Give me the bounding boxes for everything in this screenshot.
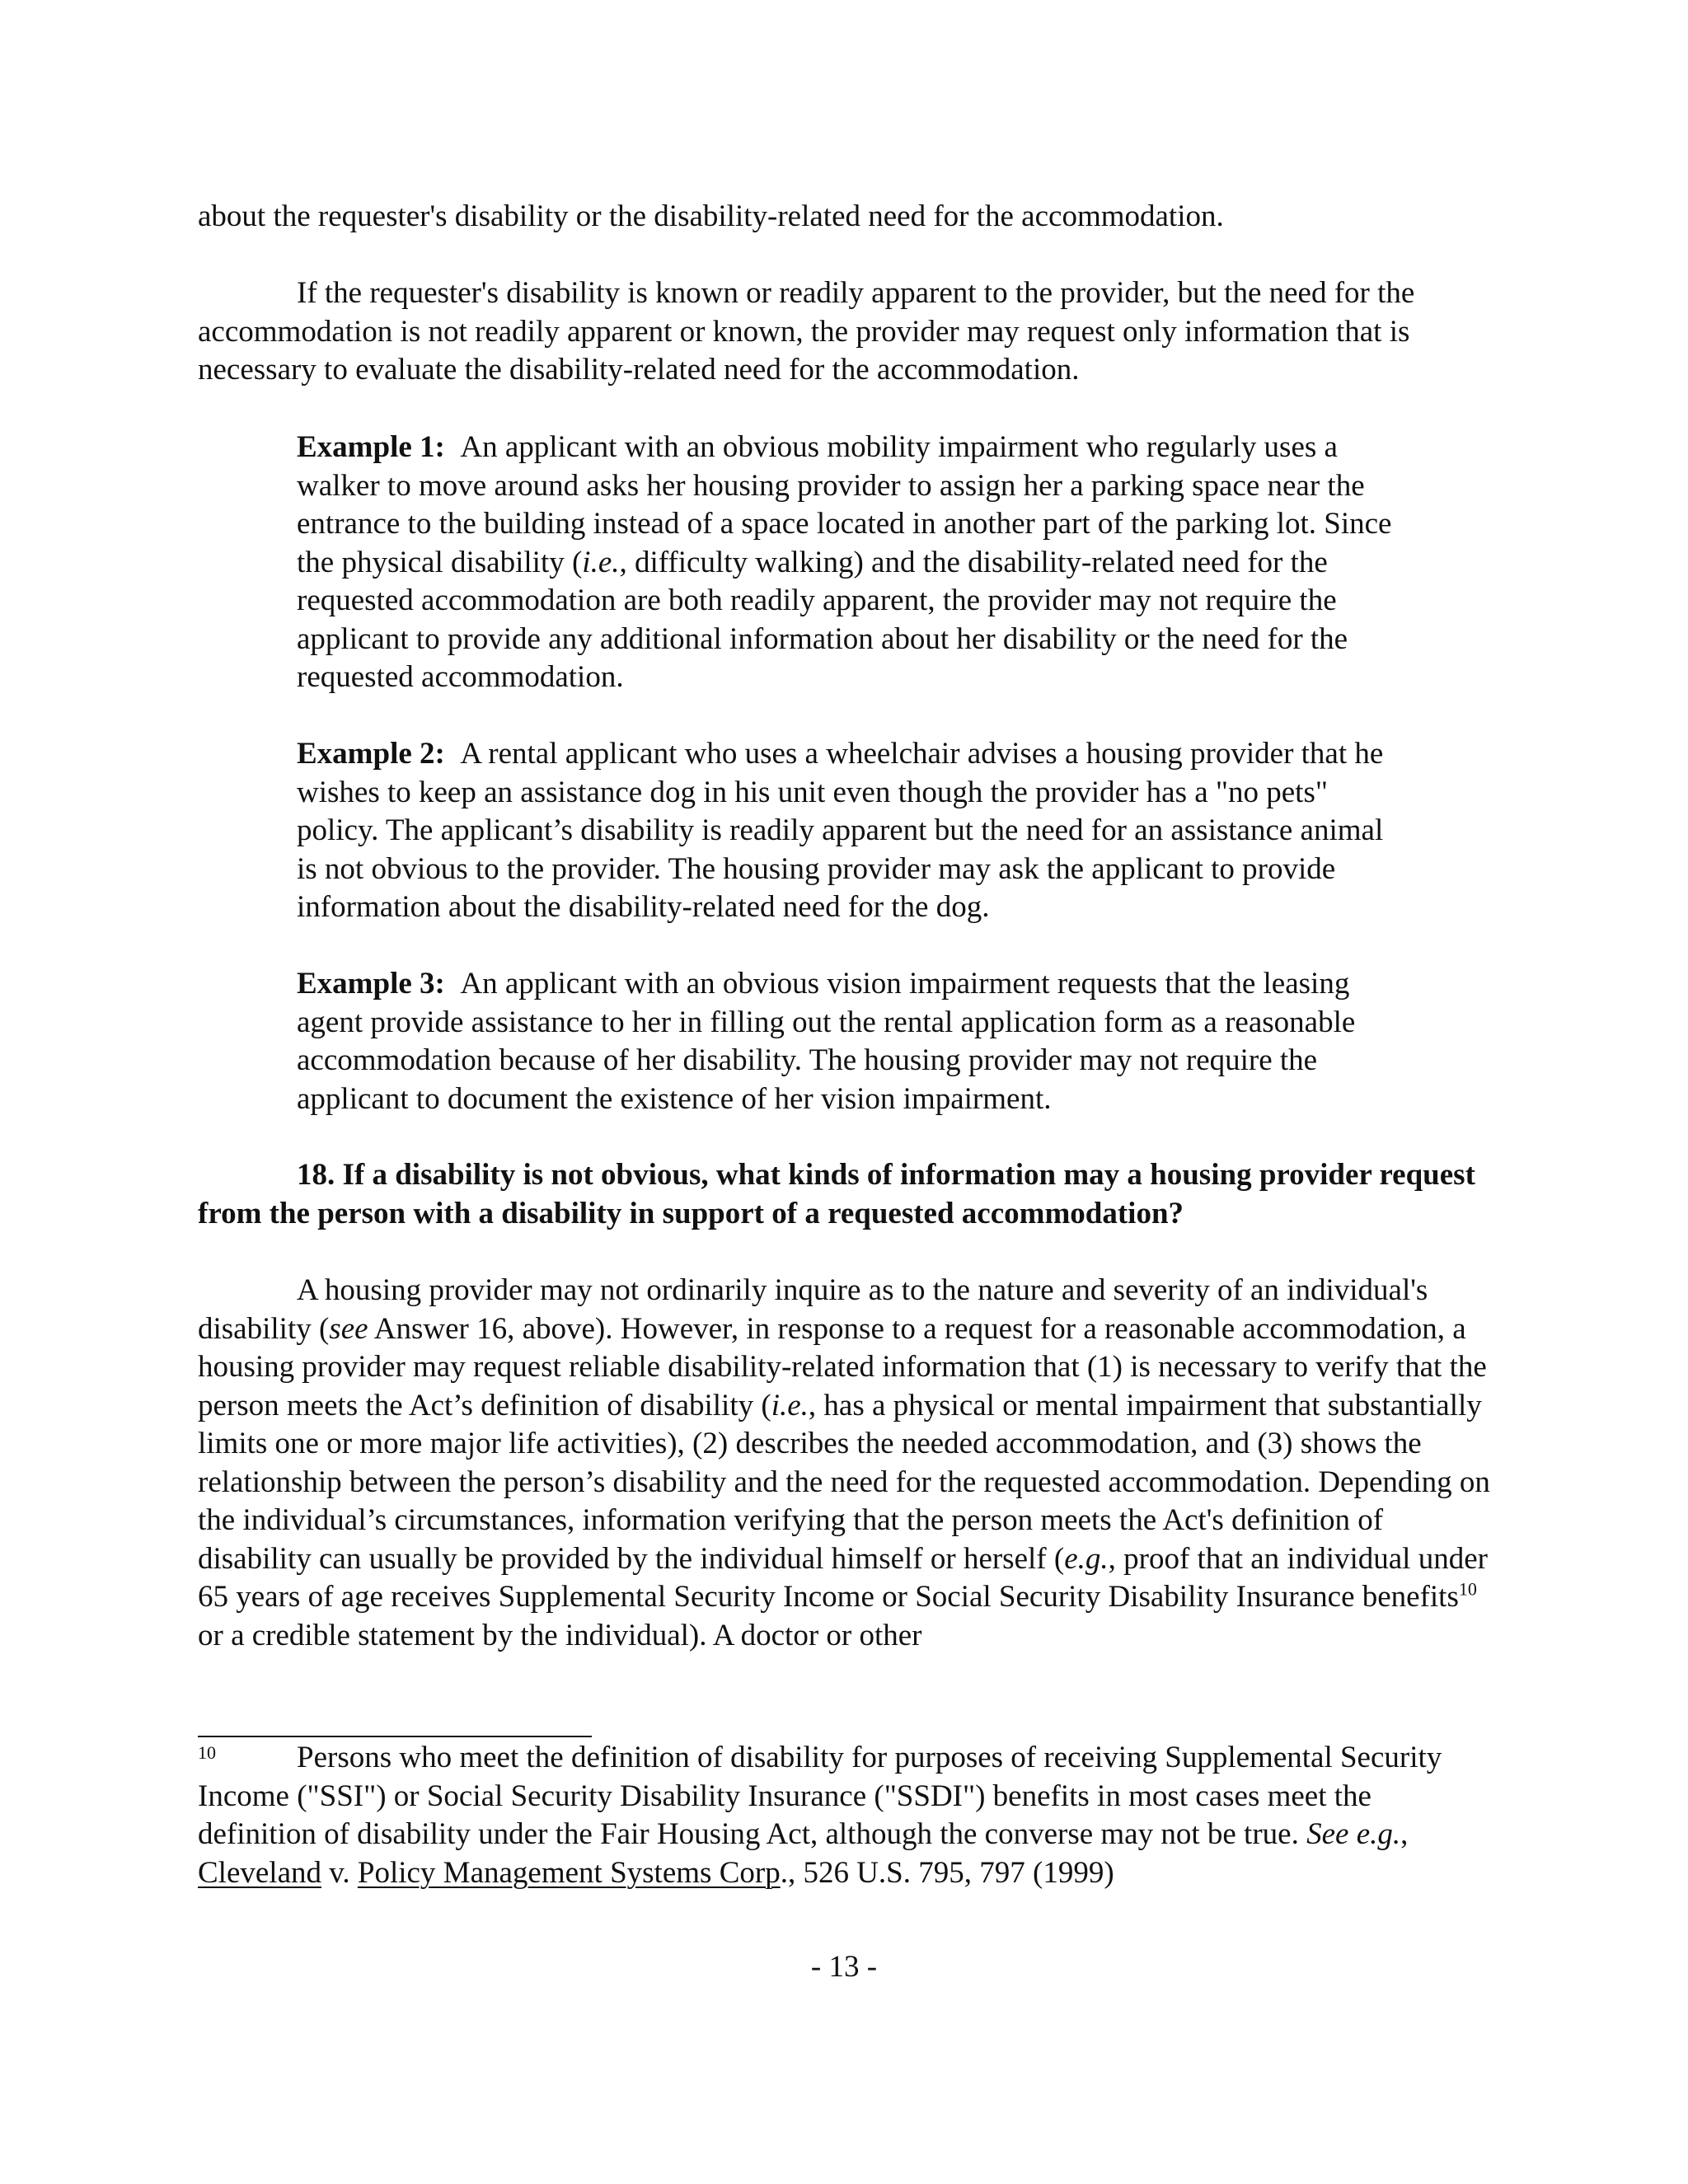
paragraph-known-disability: If the requester's disability is known or readily apparent to the provider, but the need for the accommodation is not readily apparent or known, the provider may request only information that is necessary to evaluate the disability-related need for the accommodation.: [198, 276, 1415, 387]
footnote-text: Persons who meet the definition of disability for purposes of receiving Supplemental Security Income ("SSI") or Social Security Disability Insurance ("SSDI") benefits in most cases meet the definition of disability under the Fair Housing Act, although the converse may not be true.: [198, 1741, 1442, 1851]
paragraph-intro: about the requester's disability or the disability-related need for the accommodation.: [198, 199, 1224, 233]
footnote-case-party-2: Policy Management Systems Corp: [357, 1855, 781, 1890]
footnote-comma: ,: [1400, 1817, 1409, 1851]
example-1-text: An applicant with an obvious mobility impairment who regularly uses a walker to move around asks her housing provider to assign her a parking space near the entrance to the building instead of a space located in another part of the parking lot. Since the physical disability (: [297, 430, 1392, 579]
footnote-citation: ., 526 U.S. 795, 797 (1999): [780, 1855, 1114, 1890]
answer-18-text-5: or a credible statement by the individual). A doctor or other: [198, 1618, 922, 1652]
answer-18-ie: i.e.: [771, 1388, 809, 1422]
question-18-heading: 18. If a disability is not obvious, what kinds of information may a housing provider request from the person with a disability in support of a requested accommodation?: [198, 1158, 1475, 1230]
answer-18-text-2: Answer 16, above). However, in response to a request for a reasonable accommodation, a housing provider may request reliable disability-related information that (1) is necessary to verify that the person meets the Act’s definition of disability (: [198, 1311, 1487, 1422]
example-1-italic: i.e.: [582, 545, 620, 579]
answer-18-text-1: A housing provider may not ordinarily inquire as to the nature and severity of an individual's disability (: [198, 1273, 1428, 1346]
answer-18-text-4: , proof that an individual under 65 years of age receives Supplemental Security Income or Social Security Disability Insurance benefits: [198, 1541, 1488, 1614]
answer-18-eg: e.g.: [1064, 1541, 1109, 1576]
example-3: [297, 965, 1401, 1118]
answer-18-paragraph: [198, 1272, 1500, 1655]
page-number: - 13 -: [810, 1950, 878, 1984]
example-1: [297, 429, 1401, 697]
footnote-separator: [198, 1736, 592, 1737]
footnote-see-eg: See e.g.: [1306, 1817, 1401, 1851]
footnote-case-party-1: Cleveland: [198, 1855, 322, 1890]
footnote-number: 10: [198, 1742, 216, 1763]
example-3-text: An applicant with an obvious vision impairment requests that the leasing agent provide assistance to her in filling out the rental application form as a reasonable accommodation because of her disability. The housing provider may not require the applicant to document the existence of her vision impairment.: [297, 967, 1356, 1116]
answer-18-see: see: [329, 1311, 368, 1346]
example-2-label: Example 2:: [297, 737, 445, 771]
example-2: [297, 735, 1401, 927]
example-1-text-end: , difficulty walking) and the disability-related need for the requested accommodation are both readily apparent, the provider may not require the applicant to provide any additional information about her disability or the need for the requested accommodation.: [297, 545, 1348, 694]
example-3-label: Example 3:: [297, 967, 445, 1001]
answer-18-text-3: , has a physical or mental impairment that substantially limits one or more major life activities), (2) describes the needed accommodation, and (3) shows the relationship between the person’s disability and the need for the requested accommodation. Depending on the individual’s circumstances, information verifying that the person meets the Act's definition of disability can usually be provided by the individual himself or herself (: [198, 1388, 1490, 1576]
example-1-label: Example 1:: [297, 430, 445, 464]
footnote-versus: v.: [321, 1855, 358, 1890]
footnote-reference: 10: [1458, 1578, 1477, 1600]
footnote-10: [198, 1739, 1484, 1892]
example-2-text: A rental applicant who uses a wheelchair advises a housing provider that he wishes to keep an assistance dog in his unit even though the provider has a "no pets" policy. The applicant’s disability is readily apparent but the need for an assistance animal is not obvious to the provider. The housing provider may ask the applicant to provide information about the disability-related need for the dog.: [297, 737, 1384, 924]
